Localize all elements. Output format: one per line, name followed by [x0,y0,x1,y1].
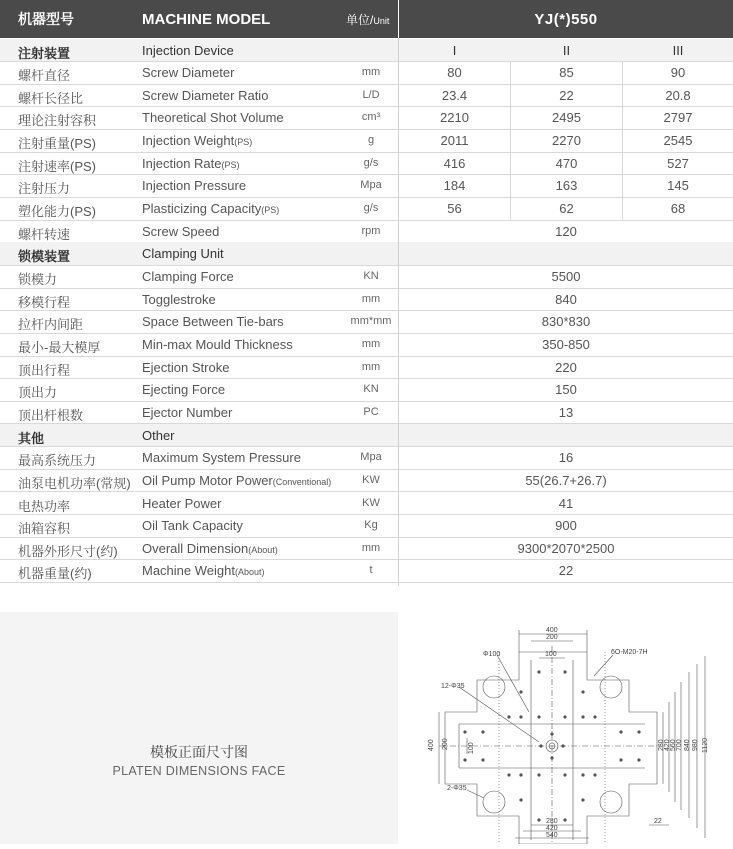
row-label-zh: 锁模力 [18,272,58,287]
dim-b-280: 280 [546,818,558,825]
section-row [0,39,733,63]
cell-divider [622,84,623,107]
dim-phi100: Φ100 [483,651,501,658]
header-en: MACHINE MODEL [142,10,271,28]
row-label-en: Injection Device [142,42,234,58]
value-cell: 120 [555,223,577,239]
dim-r-420: 420 [664,739,671,751]
value-cell: 830*830 [541,314,591,330]
row-unit: KW [362,473,380,486]
row-label-zh: 螺杆长径比 [18,90,84,106]
row-label-en: Injection Weight(PS) [142,133,253,149]
section-row [0,242,733,266]
row-unit: mm [361,541,381,554]
table-row [0,152,733,176]
row-label-en: Screw Speed [142,223,220,239]
platen-caption-box [0,612,398,844]
cell-divider [510,61,511,84]
value-cell-3: III [672,42,684,58]
value-cell: 350-850 [542,336,590,352]
table-row [0,288,733,312]
row-label-zh: 机器外形尺寸(约) [18,543,118,559]
row-label-en: Plasticizing Capacity(PS) [142,201,280,217]
table-row [0,129,733,153]
row-unit: cm³ [361,111,381,124]
cell-divider [622,152,623,175]
value-cell-3: 90 [670,65,686,81]
cell-divider [510,129,511,152]
row-label-zh: 最高系统压力 [18,453,97,469]
dim-top-400: 400 [546,627,558,634]
platen-title-zh: 模板正面尺寸图 [150,744,248,760]
table-row [0,84,733,108]
row-label-zh: 螺杆直径 [18,68,71,84]
value-cell-3: 20.8 [665,87,691,103]
value-cell-1: 2210 [440,110,469,126]
column-divider [398,38,399,586]
value-cell: 16 [558,450,574,466]
value-cell: 150 [555,382,577,398]
row-label-zh: 注射装置 [18,45,71,61]
row-label-en: Injection Pressure [142,178,247,194]
table-row [0,469,733,493]
header-zh: 机器型号 [18,11,74,27]
value-cell-3: 145 [667,178,689,194]
table-row [0,333,733,357]
model-name: YJ(*)550 [399,0,733,38]
cell-divider [510,197,511,220]
value-cell-2: II [562,42,571,58]
row-label-zh: 最小-最大模厚 [18,339,101,355]
value-cell-2: 470 [555,155,578,171]
value-cell-1: 23.4 [441,87,468,103]
dim-100: 100 [545,651,557,658]
table-row [0,401,733,425]
row-label-en: Maximum System Pressure [142,450,301,466]
row-unit: KN [363,383,379,396]
row-unit: KN [363,270,379,282]
dim-top-200: 200 [546,634,558,641]
dim-left-400: 400 [428,739,435,751]
row-label-zh: 注射重量(PS) [18,136,97,152]
table-row [0,514,733,538]
row-label-en: Ejecting Force [142,382,226,398]
table-row [0,559,733,583]
value-cell: 5500 [551,269,581,284]
dim-holes-12: 12-Φ35 [441,683,465,690]
section-row [0,424,733,448]
row-label-zh: 顶出行程 [18,362,71,378]
row-label-en: Min-max Mould Thickness [142,336,293,352]
row-label-zh: 油箱容积 [18,521,71,537]
cell-divider [622,129,623,152]
row-unit: mm [361,360,381,373]
row-label-zh: 锁模装置 [18,249,71,265]
row-label-en: Ejector Number [142,404,233,420]
value-cell: 840 [555,291,577,307]
table-row [0,446,733,470]
row-unit: g/s [363,156,379,169]
row-label-en: Oil Tank Capacity [142,518,243,534]
dim-r-700: 700 [676,739,683,751]
dim-left-100: 100 [468,742,475,754]
dim-left-200: 200 [442,738,449,750]
header-unit: 单位/Unit [346,12,390,27]
value-cell-1: 416 [443,155,466,171]
tie-bar-hole-br [600,791,622,813]
value-cell: 9300*2070*2500 [517,540,615,556]
row-label-en: Other [142,427,175,443]
row-label-zh: 顶出杆根数 [18,407,84,423]
value-cell-2: 85 [559,65,574,81]
table-row [0,537,733,561]
cell-divider [622,106,623,129]
cell-divider [622,197,623,220]
value-cell-1: 80 [447,65,462,81]
row-unit: mm [361,292,381,305]
row-label-en: Screw Diameter [142,65,235,81]
value-cell-1: 56 [447,201,462,217]
cell-divider [510,174,511,197]
dim-r-280: 280 [658,739,665,751]
row-unit: mm*mm [350,315,392,328]
value-cell-1: 2011 [440,133,469,149]
table-row [0,220,733,244]
row-label-en: Togglestroke [142,291,216,307]
row-label-en: Overall Dimension(About) [142,540,278,556]
row-label-en: Ejection Stroke [142,359,230,375]
value-cell-3: 68 [670,201,686,217]
value-cell-2: 163 [555,178,578,194]
value-cell-2: 22 [559,87,574,103]
dim-r-1120: 1120 [702,737,709,753]
row-label-zh: 拉杆内间距 [18,317,84,333]
row-unit: t [369,564,373,577]
dim-b-420: 420 [546,825,558,832]
dim-b-540: 540 [546,832,558,839]
value-cell-3: 2797 [663,110,693,126]
value-cell: 22 [558,563,574,579]
dim-holes-2: 2-Φ35 [447,785,467,792]
row-label-en: Injection Rate(PS) [142,155,240,171]
cell-divider [510,106,511,129]
dim-b-22: 22 [654,818,662,825]
table-row [0,61,733,85]
table-row [0,197,733,221]
dim-r-560: 560 [670,739,677,751]
row-label-zh: 移模行程 [18,294,71,310]
row-unit: KW [362,496,380,509]
table-row [0,174,733,198]
row-label-zh: 油泵电机功率(常规) [18,475,131,491]
table-row [0,356,733,380]
row-unit: mm [361,337,381,350]
value-cell: 55(26.7+26.7) [525,472,607,488]
row-label-zh: 机器重量(约) [18,566,92,582]
row-label-en: Screw Diameter Ratio [142,87,269,103]
cell-divider [622,174,623,197]
dim-r-980: 980 [692,739,699,751]
platen-drawing [399,612,733,844]
row-label-zh: 电热功率 [18,498,71,514]
row-label-zh: 螺杆转速 [18,226,71,242]
value-cell: 220 [555,359,577,375]
row-label-zh: 理论注射容积 [18,113,97,129]
row-unit: L/D [362,88,380,101]
value-cell-3: 2545 [663,133,693,149]
dim-thread: 6O-M20-7H [611,649,648,656]
platen-outline [445,652,657,844]
row-label-en: Clamping Force [142,269,234,284]
tie-bar-hole-bl [483,791,505,813]
row-label-en: Machine Weight(About) [142,563,265,579]
table-row [0,265,733,289]
platen-title-en: PLATEN DIMENSIONS FACE [112,764,286,778]
value-cell: 13 [558,404,574,420]
row-unit: mm [361,66,381,79]
table-row [0,310,733,334]
row-label-en: Theoretical Shot Volume [142,110,284,126]
row-label-zh: 顶出力 [18,385,58,401]
row-unit: Kg [364,519,378,532]
row-unit: g [367,134,375,147]
row-label-en: Space Between Tie-bars [142,314,284,330]
row-unit: PC [363,405,379,418]
tie-bar-hole-tl [483,676,505,698]
value-cell: 900 [555,518,577,534]
value-cell-2: 2270 [552,133,581,149]
value-cell-1: 184 [443,178,466,194]
row-unit: rpm [361,224,381,237]
dim-r-840: 840 [684,739,691,751]
table-header-left [0,0,398,38]
row-label-zh: 注射压力 [18,181,71,197]
cell-divider [510,84,511,107]
value-cell-1: I [452,42,457,58]
row-label-en: Clamping Unit [142,246,224,262]
row-label-zh: 塑化能力(PS) [18,204,97,220]
dimension-labels [428,627,709,839]
table-row [0,378,733,402]
row-label-en: Heater Power [142,495,222,511]
row-label-zh: 其他 [18,430,45,446]
tie-bar-hole-tr [600,676,622,698]
value-cell: 41 [558,495,574,511]
table-row [0,106,733,130]
platen-drawing-svg [399,612,733,844]
row-label-zh: 注射速率(PS) [18,158,97,174]
cell-divider [510,152,511,175]
row-unit: Mpa [360,451,382,464]
row-label-en: Oil Pump Motor Power(Conventional) [142,472,332,488]
cell-divider [622,61,623,84]
value-cell-2: 2495 [552,110,581,126]
row-unit: g/s [363,202,379,215]
row-unit: Mpa [360,179,382,192]
value-cell-3: 527 [667,155,689,171]
value-cell-2: 62 [559,201,574,217]
table-row [0,492,733,516]
